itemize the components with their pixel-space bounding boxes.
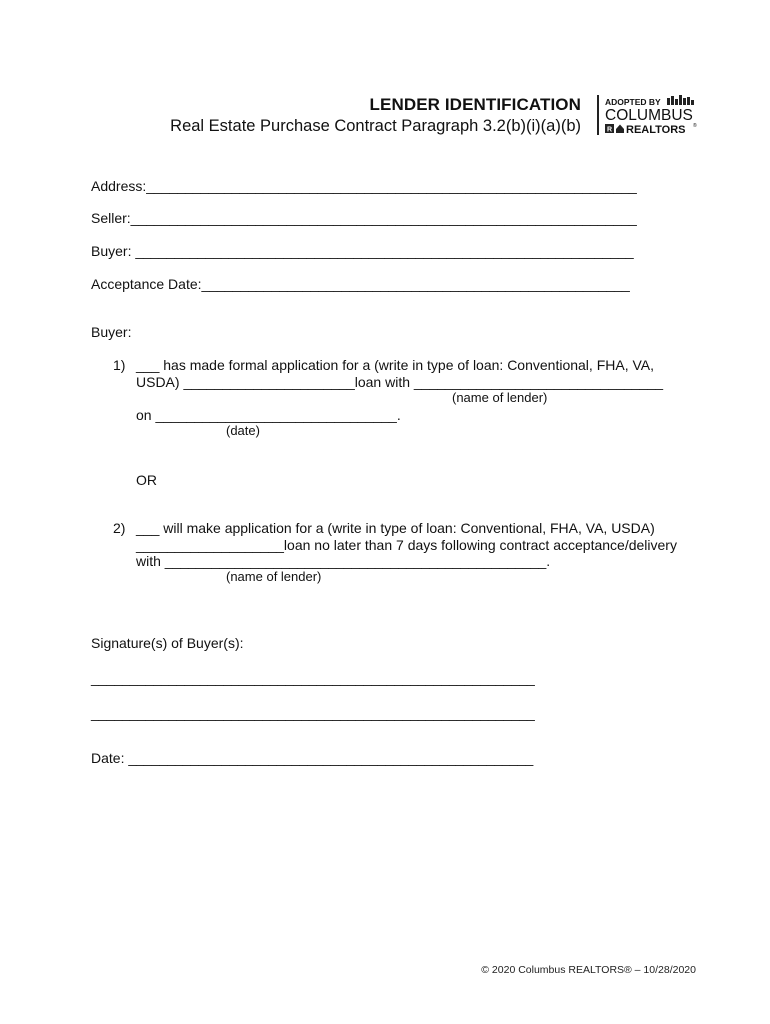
- svg-text:ADOPTED BY: ADOPTED BY: [605, 97, 661, 107]
- option-1-date-caption: (date): [226, 423, 260, 438]
- option-1-number: 1): [113, 357, 126, 373]
- option-1-loan-type-lender[interactable]: USDA) ______________________loan with ________________________________: [136, 374, 664, 390]
- signatures-label: Signature(s) of Buyer(s):: [91, 635, 244, 651]
- buyer-field[interactable]: Buyer: ________________________________________________________________: [91, 243, 634, 259]
- option-2-number: 2): [113, 520, 126, 536]
- option-2-lender-caption: (name of lender): [226, 569, 322, 584]
- form-title: LENDER IDENTIFICATION: [369, 95, 581, 114]
- signature-date-field[interactable]: Date: ____________________________________________________: [91, 750, 534, 766]
- buyer-section-label: Buyer:: [91, 324, 132, 340]
- option-1-application-made[interactable]: ___ has made formal application for a (write in type of loan: Conventional, FHA, VA,: [136, 357, 655, 373]
- logo-divider: [597, 95, 599, 135]
- option-1-lender-caption: (name of lender): [452, 390, 548, 405]
- option-2-loan-type[interactable]: ___________________loan no later than 7 days following contract acceptance/delivery: [136, 537, 677, 553]
- option-2-will-apply[interactable]: ___ will make application for a (write in type of loan: Conventional, FHA, VA, USDA): [136, 520, 655, 536]
- svg-text:®: ®: [693, 123, 697, 129]
- or-separator: OR: [136, 472, 157, 488]
- columbus-realtors-logo: [605, 95, 701, 137]
- seller-field[interactable]: Seller:_________________________________________________________________: [91, 210, 637, 226]
- form-subtitle: Real Estate Purchase Contract Paragraph 3.2(b)(i)(a)(b): [170, 117, 581, 135]
- acceptance-date-field[interactable]: Acceptance Date:_______________________________________________________: [91, 276, 630, 292]
- svg-text:REALTORS: REALTORS: [626, 124, 686, 136]
- svg-text:R: R: [607, 126, 613, 134]
- address-field[interactable]: Address:_______________________________________________________________: [91, 178, 637, 194]
- option-2-lender[interactable]: with _________________________________________________.: [136, 553, 551, 569]
- option-1-application-date[interactable]: on _______________________________.: [136, 407, 401, 423]
- copyright-footer: © 2020 Columbus REALTORS® – 10/28/2020: [481, 964, 696, 976]
- buyer-signature-line-2[interactable]: _________________________________________________________: [91, 705, 535, 721]
- buyer-signature-line-1[interactable]: _________________________________________________________: [91, 670, 535, 686]
- svg-text:COLUMBUS: COLUMBUS: [605, 107, 693, 124]
